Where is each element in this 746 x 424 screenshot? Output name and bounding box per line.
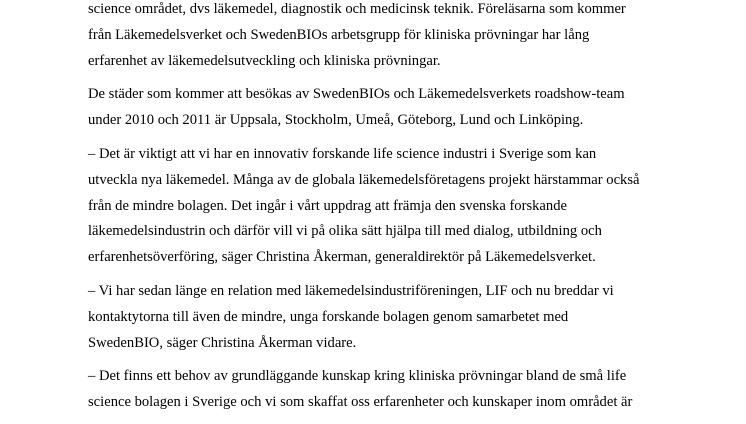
text-line: under 2010 och 2011 är Uppsala, Stockholm, Umeå, Göteborg, Lund och Linköping. [88,112,584,129]
text-line: erfarenhet av läkemedelsutveckling och kliniska prövningar. [88,52,441,69]
paragraph-quote-relation [88,279,728,356]
paragraph-cities [88,82,728,134]
paragraph-intro-continued [88,0,728,74]
paragraph-quote-innovation [88,142,728,271]
text-line: science bolagen i Sverige och vi som skaffat oss erfarenheter och kunskaper inom området är [88,394,633,411]
paragraph-quote-need [88,364,728,416]
document-page [88,0,728,424]
text-line: kontaktytorna till även de mindre, unga forskande bolagen genom samarbetet med [88,308,569,325]
text-line: från de mindre bolagen. Det ingår i vårt uppdrag att främja den svenska forskande [88,197,567,214]
text-line: läkemedelsindustrin och därför vill vi på olika sätt hjälpa till med dialog, utbildning och [88,223,602,240]
text-line: från Läkemedelsverket och SwedenBIOs arbetsgrupp för kliniska prövningar har lång [88,26,590,43]
text-line: erfarenhetsöverföring, säger Christina Åkerman, generaldirektör på Läkemedelsverket. [88,249,596,266]
text-line: SwedenBIO, säger Christina Åkerman vidare. [88,334,357,351]
text-line: – Det är viktigt att vi har en innovativ forskande life science industri i Sverige som kan [88,145,597,162]
text-line: De städer som kommer att besökas av SwedenBIOs och Läkemedelsverkets roadshow-team [88,86,625,103]
text-line: – Det finns ett behov av grundläggande kunskap kring kliniska prövningar bland de små life [88,368,627,385]
text-line: utveckla nya läkemedel. Många av de globala läkemedelsföretagens projekt härstammar också [88,171,640,188]
text-line: – Vi har sedan länge en relation med läkemedelsindustriföreningen, LIF och nu breddar vi [88,282,614,299]
text-line: science området, dvs läkemedel, diagnostik och medicinsk teknik. Föreläsarna som kommer [88,1,626,17]
